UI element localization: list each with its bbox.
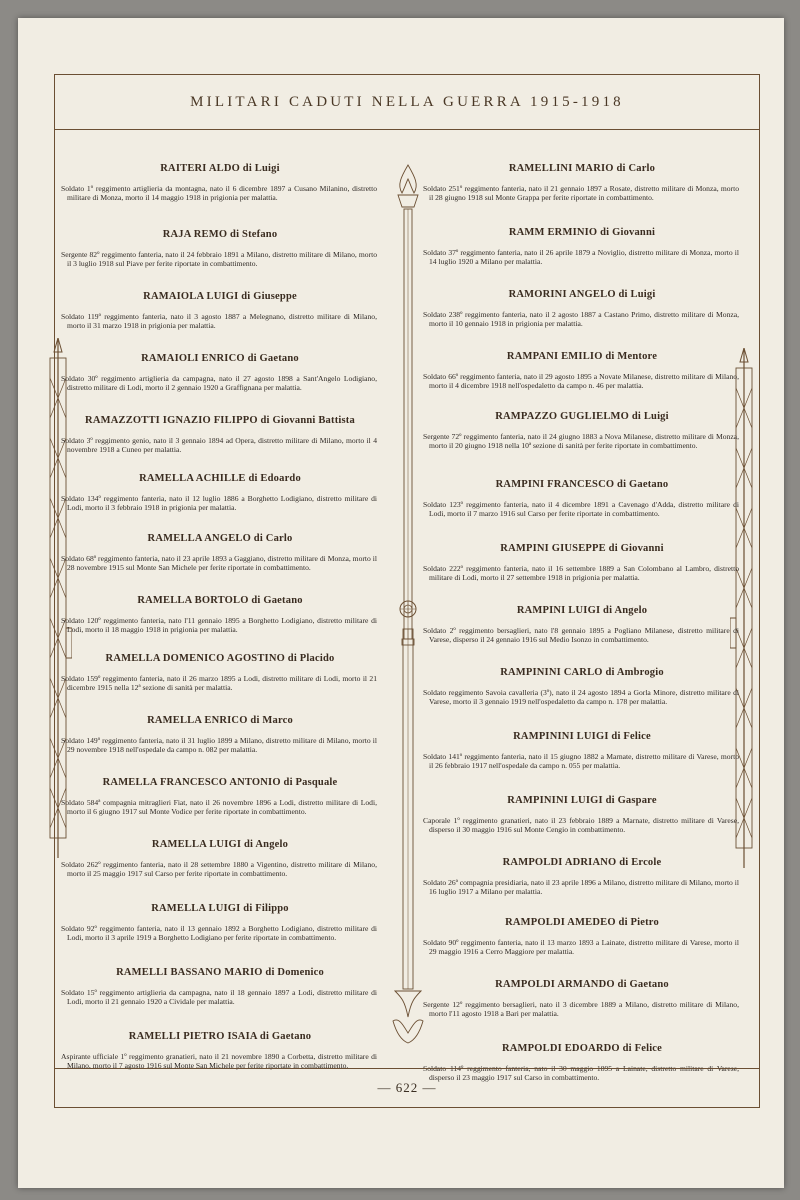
page-header	[55, 75, 759, 130]
list-item	[61, 533, 379, 573]
entry-text: Soldato 15º reggimento artiglieria da campagna, nato il 18 gennaio 1897 a Lodi, distretto militare di Lodi, morto il 21 gennaio 1920 a Cividale per malattia.	[61, 988, 377, 1007]
center-medallion-ornament	[398, 599, 418, 619]
list-item	[423, 163, 741, 203]
entry-name: RAMPININI LUIGI di Felice	[513, 731, 651, 742]
list-item	[423, 351, 741, 391]
entry-text: Soldato 119º reggimento fanteria, nato il 3 agosto 1887 a Melegnano, distretto militare di Milano, morto il 31 marzo 1918 in prigionia per malattia.	[61, 312, 377, 331]
list-item	[423, 731, 741, 771]
entry-name: RAMELLI PIETRO ISAIA di Gaetano	[128, 1031, 312, 1042]
list-item	[61, 291, 379, 331]
page-title: MILITARI CADUTI NELLA GUERRA 1915-1918	[190, 93, 624, 110]
entry-name: RAMELLA ANGELO di Carlo	[147, 533, 293, 544]
list-item	[423, 479, 741, 519]
list-item	[423, 795, 741, 835]
entry-text: Soldato 90º reggimento fanteria, nato il 13 marzo 1893 a Lainate, distretto militare di Varese, morto il 29 maggio 1916 a Cerro Maggiore per malattia.	[423, 938, 739, 957]
entry-name: RAMORINI ANGELO di Luigi	[508, 289, 656, 300]
entry-name: RAMPOLDI ARMANDO di Gaetano	[495, 979, 669, 990]
list-item	[61, 839, 379, 879]
entry-text: Soldato 26ª compagnia presidiaria, nato il 23 aprile 1896 a Milano, distretto militare di Milano, morto il 16 luglio 1917 a Milano per malattia.	[423, 878, 739, 897]
entry-name: RAMELLA BORTOLO di Gaetano	[137, 595, 303, 606]
entry-text: Soldato 3º reggimento genio, nato il 3 gennaio 1894 ad Opera, distretto militare di Milano, morto il 4 novembre 1918 a Cuneo per malattia.	[61, 436, 377, 455]
entry-name: RAMM ERMINIO di Giovanni	[508, 227, 656, 238]
entry-text: Soldato 2º reggimento bersaglieri, nato l'8 gennaio 1895 a Pogliano Milanese, distretto militare di Varese, disperso il 24 gennaio 1916 sul Medio Isonzo in combattimento.	[423, 626, 739, 645]
entry-text: Soldato 37º reggimento fanteria, nato il 26 aprile 1879 a Noviglio, distretto militare di Monza, morto il 14 luglio 1920 a Milano per malattia.	[423, 248, 739, 267]
entry-text: Sergente 12º reggimento bersaglieri, nato il 3 dicembre 1889 a Milano, distretto militare di Milano, morto l'11 agosto 1918 a Bari per malattia.	[423, 1000, 739, 1019]
entry-text: Soldato 134º reggimento fanteria, nato il 12 luglio 1886 a Borghetto Lodigiano, distretto militare di Lodi, morto il 3 febbraio 1918 in prigionia per malattia.	[61, 494, 377, 513]
list-item	[61, 715, 379, 755]
list-item	[61, 163, 379, 203]
list-item	[61, 415, 379, 455]
entry-name: RAMELLA LUIGI di Filippo	[151, 903, 289, 914]
entry-name: RAMPOLDI AMEDEO di Pietro	[505, 917, 659, 928]
list-item	[423, 605, 741, 645]
entry-text: Caporale 1º reggimento granatieri, nato il 23 febbraio 1889 a Marnate, distretto militare di Varese, disperso il 30 maggio 1916 sul Monte Cengio in combattimento.	[423, 816, 739, 835]
entry-text: Soldato 120º reggimento fanteria, nato l'11 gennaio 1895 a Borghetto Lodigiano, distretto militare di Lodi, morto il 18 maggio 1918 in prigionia per malattia.	[61, 616, 377, 635]
entry-name: RAMELLA LUIGI di Angelo	[151, 839, 289, 850]
list-item	[61, 967, 379, 1007]
center-column-bottom-ornament	[391, 625, 425, 1055]
entry-text: Soldato 68º reggimento fanteria, nato il 23 aprile 1893 a Gaggiano, distretto militare di Monza, morto il 28 novembre 1915 sul Monte San Michele per ferite riportate in combattimento.	[61, 554, 377, 573]
list-item	[423, 543, 741, 583]
entry-name: RAMPOLDI EDOARDO di Felice	[501, 1043, 663, 1054]
entry-name: RAMPOLDI ADRIANO di Ercole	[502, 857, 662, 868]
list-item	[423, 411, 741, 451]
entry-text: Soldato 222º reggimento fanteria, nato il 16 settembre 1889 a San Colombano al Lambro, distretto militare di Lodi, morto il 27 settembre 1918 in prigionia per malattia.	[423, 564, 739, 583]
entry-name: RAMELLA FRANCESCO ANTONIO di Pasquale	[102, 777, 338, 788]
entry-text: Aspirante ufficiale 1º reggimento granatieri, nato il 21 novembre 1890 a Corbetta, distretto militare di Milano, morto il 7 agosto 1916 sul Monte San Michele per ferite riportate in combattimento.	[61, 1052, 377, 1071]
entry-name: RAMELLI BASSANO MARIO di Domenico	[116, 967, 324, 978]
entry-text: Soldato 30º reggimento artiglieria da campagna, nato il 27 agosto 1898 a Sant'Angelo Lodigiano, distretto militare di Lodi, morto il 2 gennaio 1920 a Graffignana per malattia.	[61, 374, 377, 393]
entry-name: RAMPINI FRANCESCO di Gaetano	[495, 479, 669, 490]
entry-text: Soldato 149º reggimento fanteria, nato il 31 luglio 1899 a Milano, distretto militare di Milano, morto il 29 novembre 1918 nell'ospedale da campo n. 082 per malattia.	[61, 736, 377, 755]
list-item	[423, 979, 741, 1019]
entry-text: Soldato 262º reggimento fanteria, nato il 28 settembre 1880 a Vigentino, distretto militare di Milano, morto il 25 maggio 1917 sul Carso per ferite riportate in combattimento.	[61, 860, 377, 879]
entry-name: RAMAIOLI ENRICO di Gaetano	[141, 353, 299, 364]
entry-name: RAMPININI LUIGI di Gaspare	[507, 795, 657, 806]
page-footer	[55, 1068, 759, 1107]
list-item	[423, 667, 741, 707]
entry-text: Soldato 1º reggimento artiglieria da montagna, nato il 6 dicembre 1897 a Cusano Milanino, distretto militare di Monza, morto il 14 maggio 1918 in prigionia per malattia.	[61, 184, 377, 203]
list-item	[61, 473, 379, 513]
entry-text: Soldato 114º reggimento fanteria, nato il 30 maggio 1895 a Lainate, distretto militare di Varese, disperso il 23 maggio 1917 sul Carso in combattimento.	[423, 1064, 739, 1083]
entry-text: Soldato 238º reggimento fanteria, nato il 2 agosto 1887 a Castano Primo, distretto militare di Monza, morto il 10 gennaio 1918 in prigionia per malattia.	[423, 310, 739, 329]
list-item	[423, 289, 741, 329]
entry-text: Soldato 123º reggimento fanteria, nato il 4 dicembre 1891 a Cavenago d'Adda, distretto militare di Lodi, morto il 7 marzo 1916 sul Carso per ferite riportate in combattimento.	[423, 500, 739, 519]
list-item	[61, 777, 379, 817]
entry-name: RAITERI ALDO di Luigi	[160, 163, 280, 174]
entry-text: Soldato 584ª compagnia mitraglieri Fiat, nato il 26 novembre 1896 a Lodi, distretto militare di Lodi, morto il 6 giugno 1917 sul Monte Vodice per ferite riportate in combattimento.	[61, 798, 377, 817]
list-item	[61, 353, 379, 393]
list-item	[423, 227, 741, 267]
entry-text: Soldato 92º reggimento fanteria, nato il 13 gennaio 1892 a Borghetto Lodigiano, distretto militare di Lodi, morto il 3 aprile 1919 a Borghetto Lodigiano per ferite riportate in combattimento.	[61, 924, 377, 943]
list-item	[61, 229, 379, 269]
document-page	[18, 18, 784, 1188]
entry-name: RAJA REMO di Stefano	[162, 229, 278, 240]
entry-name: RAMELLINI MARIO di Carlo	[508, 163, 656, 174]
entry-name: RAMELLA ENRICO di Marco	[147, 715, 293, 726]
list-item	[61, 595, 379, 635]
entry-name: RAMPAZZO GUGLIELMO di Luigi	[495, 411, 669, 422]
entry-name: RAMAIOLA LUIGI di Giuseppe	[143, 291, 297, 302]
list-item	[61, 903, 379, 943]
entry-text: Soldato 66º reggimento fanteria, nato il 29 agosto 1895 a Novate Milanese, distretto militare di Milano, morto il 4 dicembre 1918 nell'ospedaletto da campo n. 46 per malattia.	[423, 372, 739, 391]
page-frame	[54, 74, 760, 1108]
center-torch-top-ornament	[393, 163, 423, 653]
entry-text: Soldato 159º reggimento fanteria, nato il 26 marzo 1895 a Lodi, distretto militare di Lodi, morto il 21 dicembre 1915 nella 12ª sezione di sanità per malattia.	[61, 674, 377, 693]
entry-text: Sergente 82º reggimento fanteria, nato il 24 febbraio 1891 a Milano, distretto militare di Milano, morto il 3 luglio 1918 sul Piave per ferite riportate in combattimento.	[61, 250, 377, 269]
entry-text: Soldato 141º reggimento fanteria, nato il 15 giugno 1882 a Marnate, distretto militare di Varese, morto il 26 febbraio 1917 nell'ospedale da campo n. 055 per malattia.	[423, 752, 739, 771]
entry-name: RAMELLA ACHILLE di Edoardo	[139, 473, 301, 484]
list-item	[423, 857, 741, 897]
entry-name: RAMPININI CARLO di Ambrogio	[500, 667, 664, 678]
entry-name: RAMPINI LUIGI di Angelo	[516, 605, 648, 616]
entry-text: Soldato 251º reggimento fanteria, nato il 21 gennaio 1897 a Rosate, distretto militare di Monza, morto il 28 giugno 1918 sul Monte Grappa per ferite riportate in combattimento.	[423, 184, 739, 203]
entry-name: RAMELLA DOMENICO AGOSTINO di Placido	[105, 653, 335, 664]
entry-name: RAMPINI GIUSEPPE di Giovanni	[500, 543, 664, 554]
entry-text: Soldato reggimento Savoia cavalleria (3º), nato il 24 agosto 1894 a Gorla Minore, distretto militare di Varese, morto il 3 gennaio 1919 nell'ospedaletto da campo n. 178 per malattia.	[423, 688, 739, 707]
page-number: — 622 —	[377, 1080, 437, 1095]
entry-name: RAMAZZOTTI IGNAZIO FILIPPO di Giovanni Battista	[85, 415, 355, 426]
entry-name: RAMPANI EMILIO di Mentore	[506, 351, 658, 362]
entry-text: Sergente 72º reggimento fanteria, nato il 24 giugno 1883 a Nova Milanese, distretto militare di Monza, morto il 20 giugno 1918 nella 10ª sezione di sanità per ferite riportate in combattimento.	[423, 432, 739, 451]
list-item	[423, 917, 741, 957]
list-item	[61, 1031, 379, 1071]
list-item	[61, 653, 379, 693]
